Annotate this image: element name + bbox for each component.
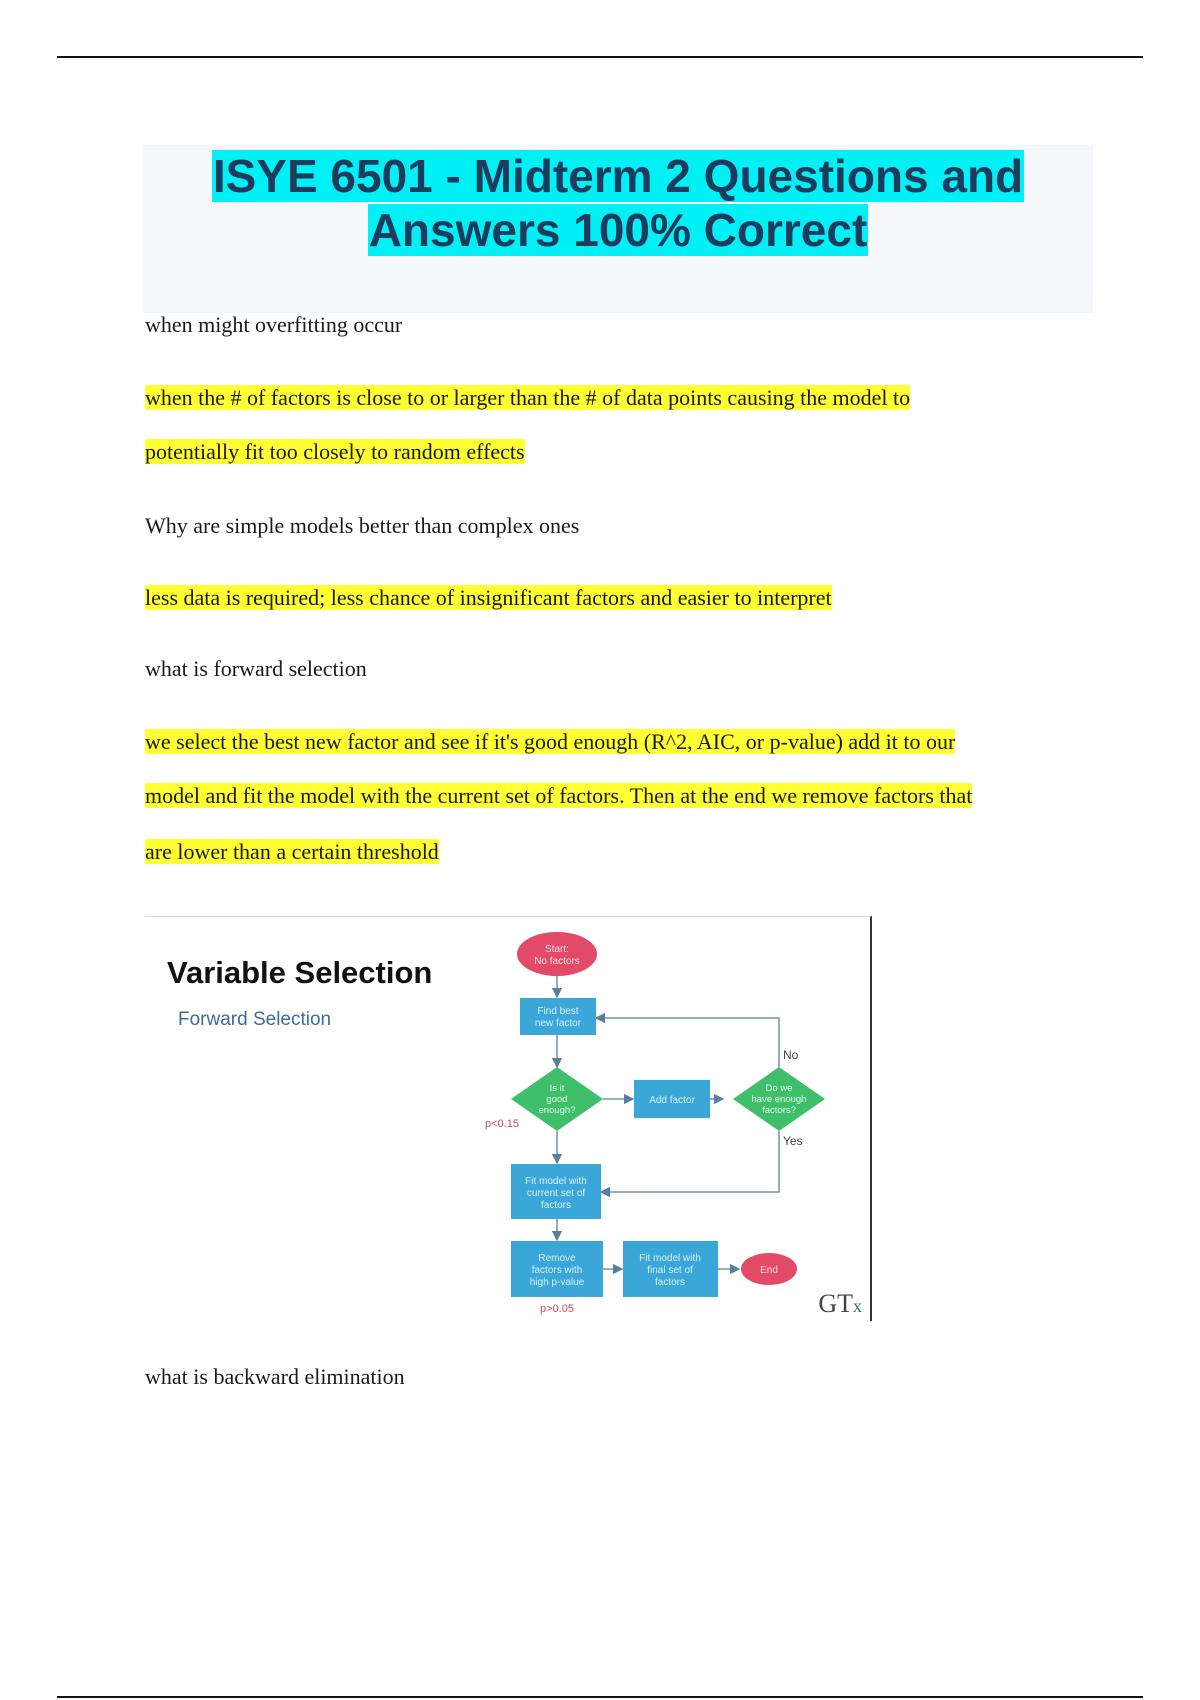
title-line-1: ISYE 6501 - Midterm 2 Questions and	[212, 150, 1024, 202]
question-forward-selection: what is forward selection	[145, 656, 367, 681]
svg-text:good: good	[546, 1094, 568, 1105]
answer-line: we select the best new factor and see if it's good enough (R^2, AIC, or p-value) add it to our	[145, 729, 956, 754]
arrow-no-loop	[596, 1018, 779, 1067]
question-overfitting: when might overfitting occur	[145, 312, 403, 337]
svg-text:Fit model with: Fit model with	[639, 1253, 701, 1264]
start-label-1: Start:	[545, 944, 569, 955]
forward-selection-figure	[145, 916, 872, 1321]
flowchart	[145, 917, 870, 1321]
svg-text:Is it: Is it	[549, 1083, 565, 1094]
figure-title: Variable Selection	[167, 955, 433, 990]
top-rule	[57, 56, 1143, 58]
p-low-label: p<0.15	[485, 1118, 519, 1130]
svg-text:new factor: new factor	[534, 1018, 582, 1029]
answer-line: less data is required; less chance of insignificant factors and easier to interpret	[145, 585, 832, 610]
svg-text:Do we: Do we	[765, 1083, 793, 1094]
svg-text:Remove: Remove	[538, 1253, 576, 1264]
title-banner	[143, 145, 1093, 313]
svg-text:End: End	[760, 1265, 778, 1276]
answer-line: are lower than a certain threshold	[145, 839, 439, 864]
svg-text:current set of: current set of	[526, 1188, 586, 1199]
yes-label: Yes	[783, 1134, 803, 1148]
svg-text:final set of: final set of	[647, 1265, 693, 1276]
arrow-yes-to-fit	[601, 1131, 779, 1192]
svg-text:have enough: have enough	[751, 1094, 807, 1105]
svg-text:factors: factors	[654, 1277, 686, 1288]
question-simple-models: Why are simple models better than complex ones	[145, 513, 580, 538]
figure-subtitle: Forward Selection	[178, 1009, 332, 1030]
answer-line: potentially fit too closely to random effects	[145, 439, 525, 464]
svg-text:factors with: factors with	[531, 1265, 583, 1276]
svg-text:Add factor: Add factor	[649, 1095, 695, 1106]
question-backward-elimination: what is backward elimination	[145, 1364, 405, 1389]
gtx-logo: GTx	[818, 1289, 862, 1318]
no-label: No	[783, 1048, 799, 1062]
p-high-label: p>0.05	[540, 1303, 574, 1315]
svg-text:high p-value: high p-value	[529, 1277, 585, 1288]
start-label-2: No factors	[534, 956, 580, 967]
answer-line: model and fit the model with the current set of factors. Then at the end we remove factors that	[145, 783, 973, 808]
bottom-rule	[57, 1696, 1143, 1698]
svg-text:Find best: Find best	[537, 1006, 579, 1017]
svg-text:factors: factors	[540, 1200, 572, 1211]
page-title	[143, 145, 1093, 257]
svg-text:factors?: factors?	[762, 1105, 796, 1116]
svg-text:enough?: enough?	[538, 1105, 576, 1116]
title-line-2: Answers 100% Correct	[368, 204, 868, 256]
svg-text:Fit model with: Fit model with	[525, 1176, 587, 1187]
answer-line: when the # of factors is close to or larger than the # of data points causing the model to	[145, 385, 911, 410]
